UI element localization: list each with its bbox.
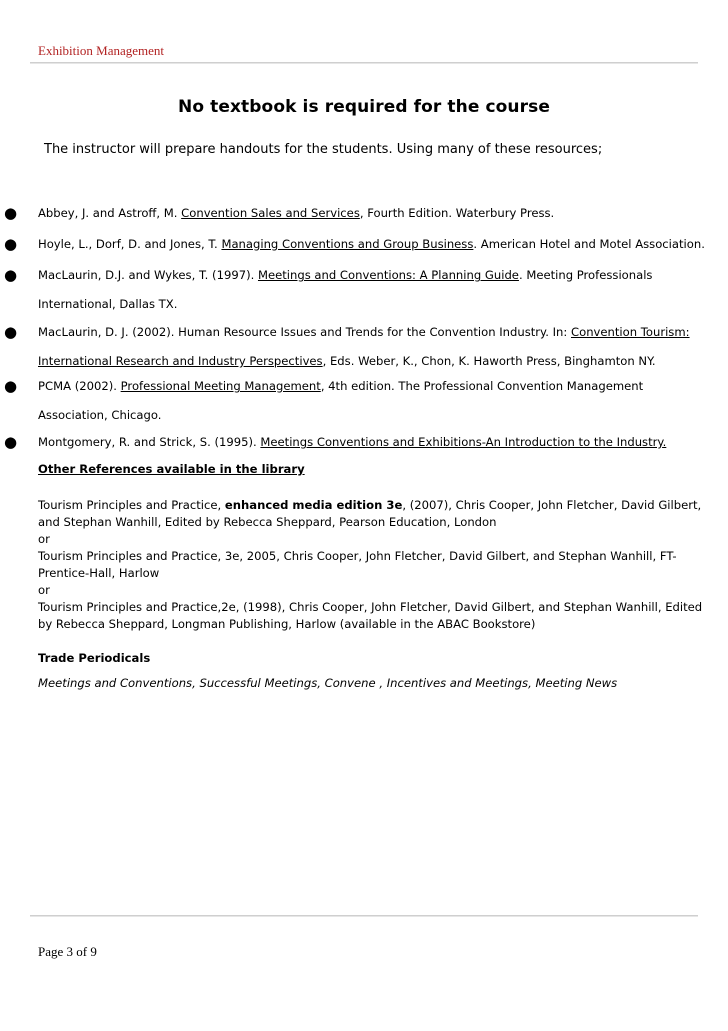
page-title: No textbook is required for the course: [178, 97, 550, 117]
library-line: and Stephan Wanhill, Edited by Rebecca Sheppard, Pearson Education, London: [38, 515, 497, 529]
reference-line: MacLaurin, D.J. and Wykes, T. (1997). Meetings and Conventions: A Planning Guide. Meeting Professionals: [38, 268, 653, 282]
library-line: or: [38, 583, 50, 597]
reference-line: Association, Chicago.: [38, 408, 162, 422]
library-line: Tourism Principles and Practice, enhanced media edition 3e, (2007), Chris Cooper, John Fletcher, David Gilbert,: [38, 498, 702, 512]
reference-title: Meetings Conventions and Exhibitions-An Introduction to the Industry: [260, 435, 663, 449]
reference-item: [4, 199, 706, 228]
library-line: Tourism Principles and Practice, 3e, 2005, Chris Cooper, John Fletcher, David Gilbert, and Stephan Wanhill, FT-: [38, 549, 677, 563]
trade-periodicals: Meetings and Conventions, Successful Meetings, Convene , Incentives and Meetings, Meeting News: [38, 676, 618, 690]
reference-item: [4, 230, 706, 259]
footer-divider: [30, 915, 698, 917]
reference-item: [4, 261, 706, 319]
reference-title: Convention Tourism:: [571, 325, 690, 339]
library-heading: Other References available in the library: [38, 462, 305, 476]
reference-line: Hoyle, L., Dorf, D. and Jones, T. Managing Conventions and Group Business. American Hotel and Motel Association.: [38, 237, 705, 251]
intro-paragraph: The instructor will prepare handouts for the students. Using many of these resources;: [44, 142, 603, 157]
reference-line: MacLaurin, D. J. (2002). Human Resource Issues and Trends for the Convention Industry. In: Convention Tourism:: [38, 325, 690, 339]
page-header: Exhibition Management: [38, 43, 165, 58]
library-line: by Rebecca Sheppard, Longman Publishing, Harlow (available in the ABAC Bookstore): [38, 617, 536, 631]
bullet-icon: ●: [4, 266, 18, 284]
bullet-icon: ●: [4, 323, 18, 341]
reference-title: International Research and Industry Perspectives: [38, 354, 323, 368]
reference-title: Managing Conventions and Group Business: [221, 237, 474, 251]
page-number: Page 3 of 9: [38, 944, 97, 959]
reference-line: International Research and Industry Perspectives, Eds. Weber, K., Chon, K. Haworth Press, Binghamton NY.: [38, 354, 656, 368]
reference-item: [4, 318, 706, 376]
trade-heading: Trade Periodicals: [38, 651, 151, 665]
reference-line: PCMA (2002). Professional Meeting Management, 4th edition. The Professional Convention Management: [38, 379, 644, 393]
header-divider: [30, 62, 698, 64]
library-line: Tourism Principles and Practice,2e, (1998), Chris Cooper, John Fletcher, David Gilbert, and Stephan Wanhill, Edited: [38, 600, 703, 614]
reference-title: Professional Meeting Management: [120, 379, 321, 393]
reference-line: Montgomery, R. and Strick, S. (1995). Meetings Conventions and Exhibitions-An Introduction to the Industry.: [38, 435, 667, 449]
library-line: Prentice-Hall, Harlow: [38, 566, 160, 580]
bullet-icon: ●: [4, 235, 18, 253]
library-references: [38, 497, 706, 633]
bullet-icon: ●: [4, 377, 18, 395]
reference-item: [4, 428, 706, 457]
library-line: or: [38, 532, 50, 546]
reference-line: International, Dallas TX.: [38, 297, 178, 311]
reference-line: Abbey, J. and Astroff, M. Convention Sales and Services, Fourth Edition. Waterbury Press.: [38, 206, 555, 220]
reference-title: Convention Sales and Services: [181, 206, 360, 220]
reference-item: [4, 372, 706, 430]
bullet-icon: ●: [4, 204, 18, 222]
reference-title: Meetings and Conventions: A Planning Guide: [257, 268, 519, 282]
bullet-icon: ●: [4, 433, 18, 451]
